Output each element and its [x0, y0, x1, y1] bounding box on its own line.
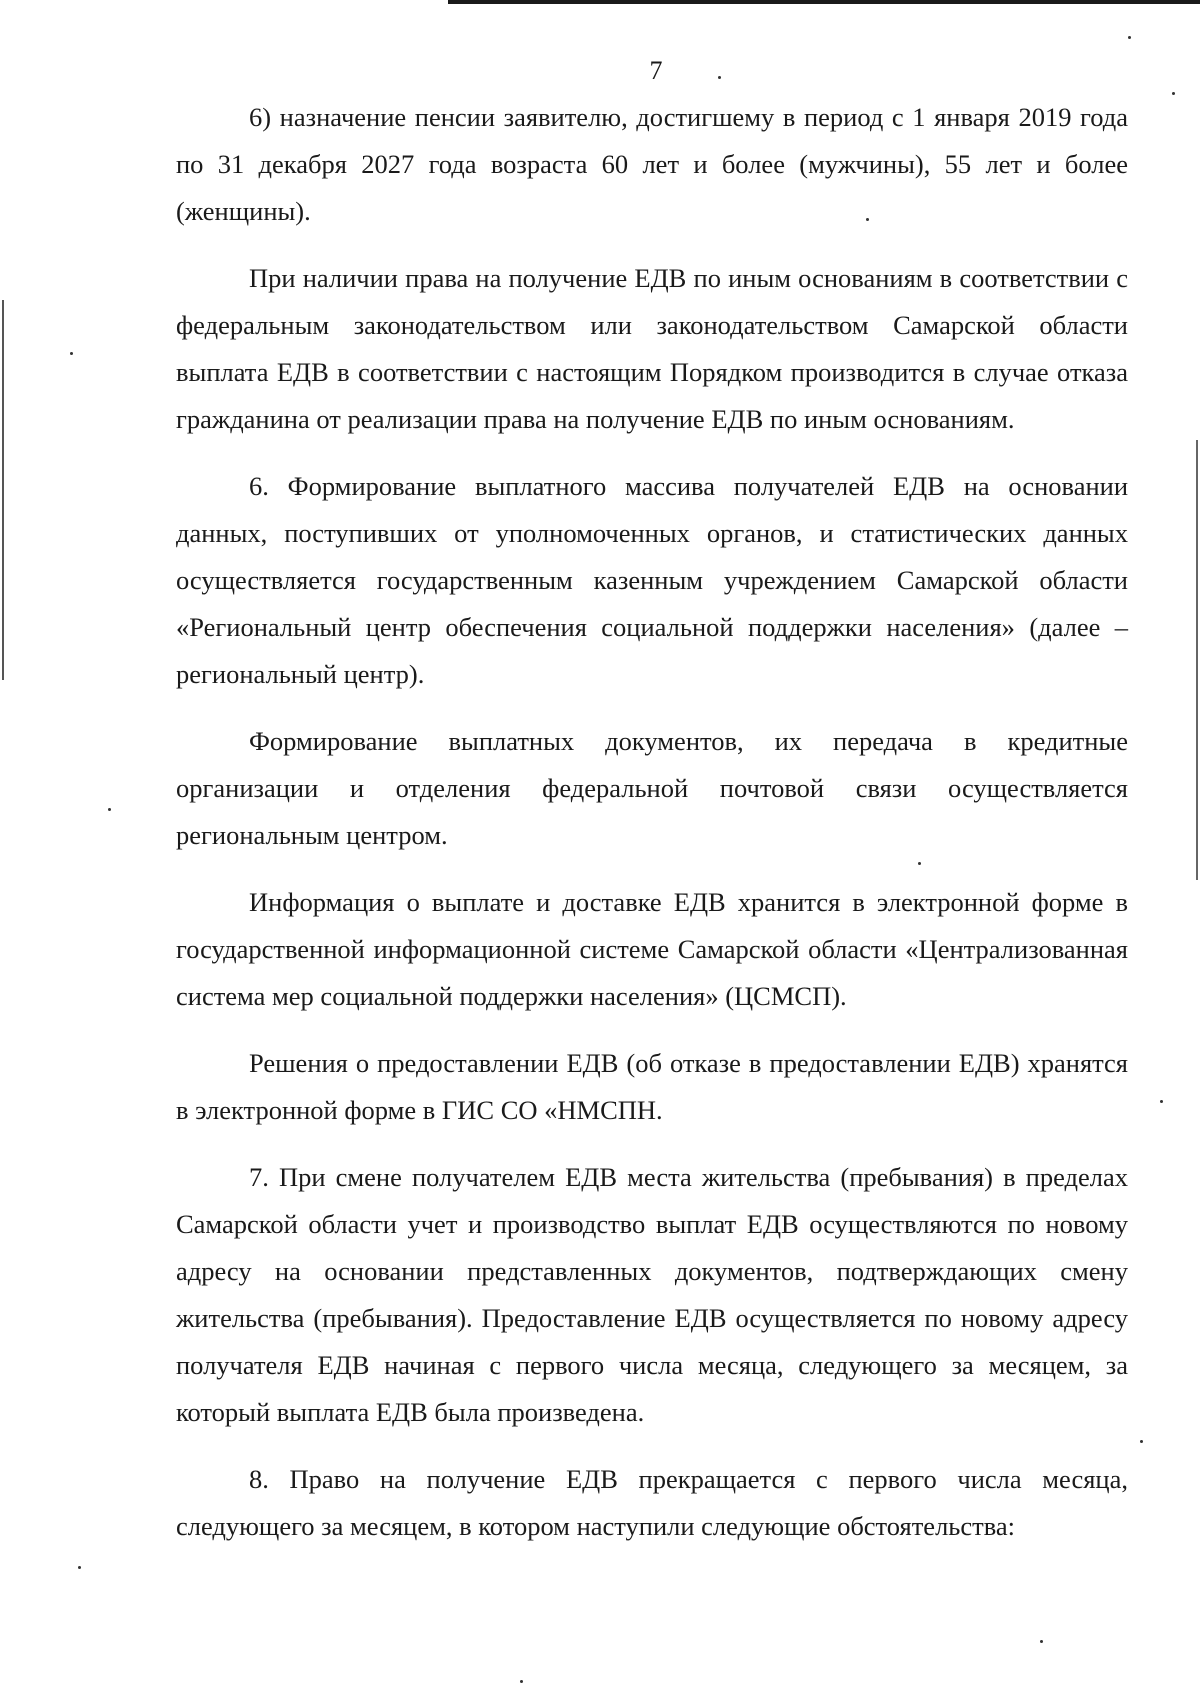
right-scan-edge	[1196, 440, 1198, 880]
paragraph-item-6-pension: 6) назначение пенсии заявителю, достигшему в период с 1 января 2019 года по 31 декабря 2027 года возраста 60 лет и более (мужчины), 55 лет и более (женщины).	[176, 102, 1128, 226]
paragraph-payment-information: Информация о выплате и доставке ЕДВ хранится в электронной форме в государственной информационной системе Самарской области «Централизованная система мер социальной поддержки населения» (ЦСМСП).	[176, 887, 1128, 1011]
page-number: 7	[649, 56, 663, 85]
top-scan-edge	[448, 0, 1200, 4]
scan-speck	[78, 1566, 81, 1569]
paragraph-section-6-payment-array: 6. Формирование выплатного массива получателей ЕДВ на основании данных, поступивших от уполномоченных органов, и статистических данных осуществляется государственным казенным учреждением Самарской области «Региональный центр обеспечения социальной поддержки населения» (далее – региональный центр).	[176, 471, 1128, 689]
scan-speck	[918, 862, 921, 865]
scan-speck	[1040, 1640, 1043, 1643]
paragraph-section-7-change-of-residence: 7. При смене получателем ЕДВ места жительства (пребывания) в пределах Самарской области учет и производство выплат ЕДВ осуществляются по новому адресу на основании представленных документов, подтверждающих смену жительства (пребывания). Предоставление ЕДВ осуществляется по новому адресу получателя ЕДВ начиная с первого числа месяца, следующего за месяцем, за который выплата ЕДВ была произведена.	[176, 1162, 1128, 1427]
scan-speck	[1172, 92, 1175, 95]
scan-speck	[866, 218, 869, 221]
scan-speck	[108, 808, 111, 811]
paragraph-other-grounds: При наличии права на получение ЕДВ по иным основаниям в соответствии с федеральным законодательством или законодательством Самарской области выплата ЕДВ в соответствии с настоящим Порядком производится в случае отказа гражданина от реализации права на получение ЕДВ по иным основаниям.	[176, 263, 1128, 434]
scan-speck	[1128, 36, 1131, 39]
paragraph-payment-documents: Формирование выплатных документов, их передача в кредитные организации и отделения федеральной почтовой связи осуществляется региональным центром.	[176, 726, 1128, 850]
scan-speck	[70, 352, 73, 355]
paragraph-decisions-storage: Решения о предоставлении ЕДВ (об отказе в предоставлении ЕДВ) хранятся в электронной форме в ГИС СО «НМСПН.	[176, 1048, 1128, 1125]
scan-speck	[1140, 1440, 1143, 1443]
left-scan-edge	[2, 300, 4, 680]
paragraph-section-8-termination: 8. Право на получение ЕДВ прекращается с первого числа месяца, следующего за месяцем, в котором наступили следующие обстоятельства:	[176, 1464, 1128, 1541]
scan-speck	[718, 76, 721, 79]
scan-speck	[520, 1680, 523, 1683]
document-body	[176, 94, 1128, 1570]
scan-speck	[1160, 1100, 1163, 1103]
